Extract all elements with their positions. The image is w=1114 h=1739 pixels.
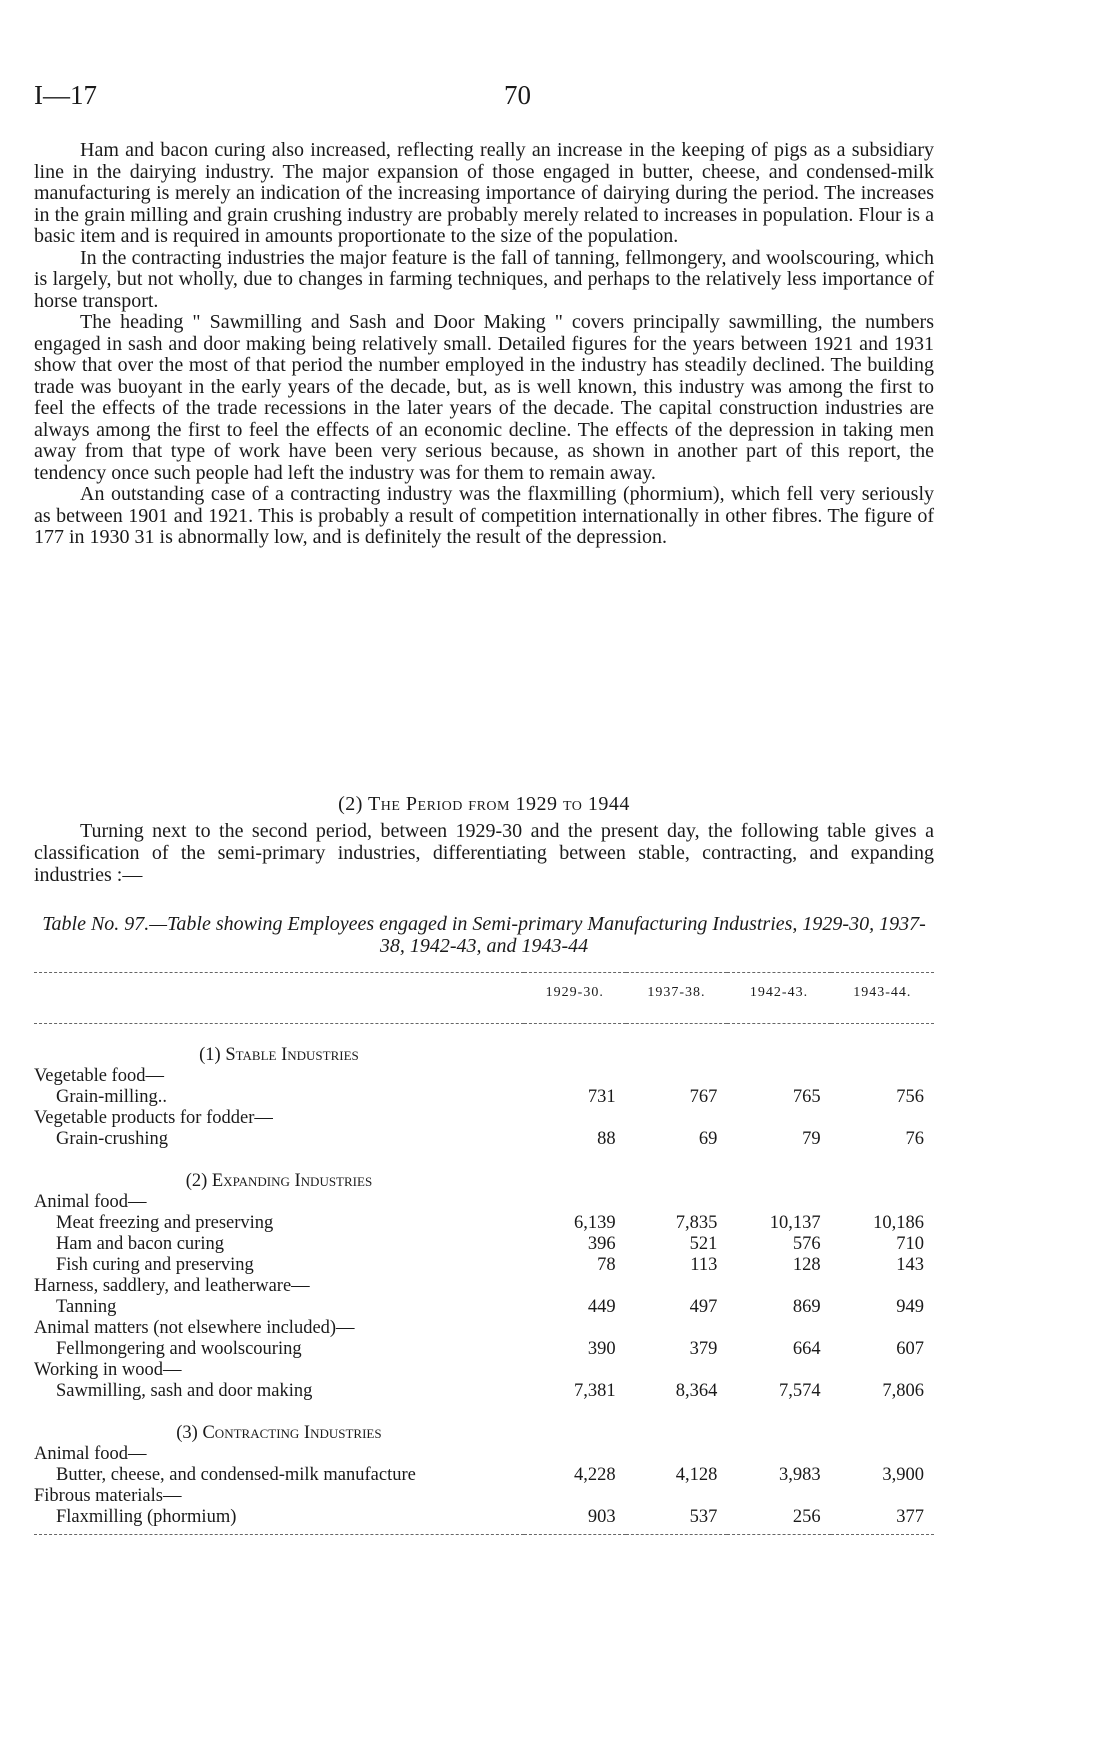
cell-value: 10,186: [873, 1213, 924, 1233]
table-row: [34, 1507, 934, 1535]
table-row: [34, 1255, 934, 1276]
group-row: [34, 1444, 934, 1465]
section-title-row: [34, 1402, 934, 1444]
cell-value: 7,835: [675, 1213, 718, 1233]
table-row: [34, 1213, 934, 1234]
paragraph: Ham and bacon curing also increased, reflecting really an increase in the keeping of pigs as a subsidiary line in the dairying industry. The major expansion of those engaged in butter, cheese, and condensed-milk manufacturing is merely an indication of the increasing importance of dairying during the period. The increases in the grain milling and grain crushing industry are probably merely related to increases in population. Flour is a basic item and is required in amounts proportionate to the size of the population.: [34, 139, 934, 247]
table-row: [34, 1465, 934, 1486]
body-text: [34, 140, 934, 549]
group-label: Animal matters (not elsewhere included)—: [34, 1318, 355, 1338]
cell-value: 256: [727, 1507, 830, 1535]
group-row: [34, 1108, 934, 1129]
column-header: 1929-30.: [524, 973, 626, 1024]
group-row: [34, 1192, 934, 1213]
row-label: Flaxmilling (phormium): [34, 1507, 524, 1535]
cell-value: 7,381: [573, 1381, 616, 1401]
cell-value: 8,364: [675, 1381, 718, 1401]
row-label: Sawmilling, sash and door making: [56, 1381, 313, 1401]
row-label: Butter, cheese, and condensed-milk manufacture: [56, 1465, 416, 1485]
cell-value: 76: [905, 1129, 924, 1149]
group-row: [34, 1276, 934, 1297]
cell-value: 143: [896, 1255, 924, 1275]
intro-text: [34, 820, 934, 886]
group-label: Animal food—: [34, 1444, 147, 1464]
cell-value: 128: [792, 1255, 821, 1275]
page-header: [34, 80, 1034, 120]
cell-value: 10,137: [769, 1213, 821, 1233]
table-row: [34, 1381, 934, 1402]
section-heading: (2) The Period from 1929 to 1944: [338, 793, 630, 815]
column-header-label: [34, 973, 524, 1024]
group-label: Fibrous materials—: [34, 1486, 182, 1506]
cell-value: 576: [792, 1234, 821, 1254]
document-reference: I—17: [34, 80, 97, 110]
cell-value: 521: [689, 1234, 718, 1254]
cell-value: 765: [792, 1087, 821, 1107]
row-label: Tanning: [56, 1297, 117, 1317]
section-title: (1) Stable Industries: [199, 1045, 359, 1065]
cell-value: 6,139: [573, 1213, 616, 1233]
cell-value: 4,128: [675, 1465, 718, 1485]
cell-value: 88: [597, 1129, 616, 1149]
group-row: [34, 1318, 934, 1339]
employees-table: [34, 972, 934, 1535]
table-caption: Table No. 97.—Table showing Employees engaged in Semi-primary Manufacturing Industries, 1929-30, 1937-38, 1942-43, and 1943-44: [42, 913, 926, 957]
cell-value: 7,806: [882, 1381, 924, 1401]
column-header: 1942-43.: [727, 973, 830, 1024]
row-label: Grain-milling..: [56, 1087, 167, 1107]
group-label: Vegetable products for fodder—: [34, 1108, 273, 1128]
cell-value: 756: [896, 1087, 924, 1107]
group-label: Vegetable food—: [34, 1066, 164, 1086]
row-label: Fellmongering and woolscouring: [56, 1339, 302, 1359]
group-label: Harness, saddlery, and leatherware—: [34, 1276, 310, 1296]
row-label: Fish curing and preserving: [56, 1255, 254, 1275]
paragraph: Turning next to the second period, between 1929-30 and the present day, the following table gives a classification of the semi-primary industries, differentiating between stable, contracting, and expanding industries :—: [34, 820, 934, 886]
group-row: [34, 1486, 934, 1507]
group-row: [34, 1360, 934, 1381]
table-row: [34, 1339, 934, 1360]
table-row: [34, 1087, 934, 1108]
section-title-row: [34, 1150, 934, 1192]
group-label: Working in wood—: [34, 1360, 182, 1380]
cell-value: 731: [587, 1087, 616, 1107]
cell-value: 79: [802, 1129, 821, 1149]
cell-value: 379: [689, 1339, 718, 1359]
cell-value: 664: [792, 1339, 821, 1359]
section-title-row: [34, 1024, 934, 1067]
cell-value: 7,574: [779, 1381, 821, 1401]
group-row: [34, 1066, 934, 1087]
paragraph: The heading " Sawmilling and Sash and Door Making " covers principally sawmilling, the numbers engaged in sash and door making being relatively small. Detailed figures for the years between 1921 and 1931 show that over the most of that period the number employed in the industry has steadily declined. The building trade was buoyant in the early years of the decade, but, as is well known, this industry was among the first to feel the effects of the trade recessions in the later years of the decade. The capital construction industries are always among the first to feel the effects of an economic decline. The effects of the depression in taking men away from that type of work have been very serious because, as shown in another part of this report, the tendency once such people had left the industry was for them to remain away.: [34, 311, 934, 484]
table-row: [34, 1129, 934, 1150]
cell-value: 69: [698, 1129, 718, 1149]
cell-value: 767: [689, 1087, 718, 1107]
cell-value: 949: [896, 1297, 924, 1317]
paragraph: In the contracting industries the major feature is the fall of tanning, fellmongery, and woolscouring, which is largely, but not wholly, due to changes in farming techniques, and perhaps to the relatively less importance of horse transport.: [34, 246, 934, 312]
row-label: Ham and bacon curing: [56, 1234, 224, 1254]
section-title: (3) Contracting Industries: [176, 1423, 382, 1443]
column-header: 1937-38.: [626, 973, 728, 1024]
cell-value: 3,983: [779, 1465, 821, 1485]
cell-value: 903: [524, 1507, 626, 1535]
cell-value: 3,900: [882, 1465, 924, 1485]
cell-value: 497: [689, 1297, 718, 1317]
table-row: [34, 1234, 934, 1255]
table-header-row: [34, 973, 934, 1024]
cell-value: 537: [626, 1507, 728, 1535]
table-row: [34, 1297, 934, 1318]
row-label: Grain-crushing: [56, 1129, 168, 1149]
cell-value: 78: [597, 1255, 616, 1275]
cell-value: 113: [690, 1255, 718, 1275]
cell-value: 396: [587, 1234, 616, 1254]
paragraph: An outstanding case of a contracting industry was the flaxmilling (phormium), which fell very seriously as between 1901 and 1921. This is probably a result of competition internationally in other fibres. The figure of 177 in 1930 31 is abnormally low, and is definitely the result of the depression.: [34, 483, 934, 548]
column-header: 1943-44.: [831, 973, 934, 1024]
cell-value: 390: [587, 1339, 616, 1359]
cell-value: 607: [896, 1339, 924, 1359]
group-label: Animal food—: [34, 1192, 147, 1212]
cell-value: 377: [831, 1507, 934, 1535]
row-label: Meat freezing and preserving: [56, 1213, 274, 1233]
cell-value: 710: [896, 1234, 924, 1254]
page-number: 70: [504, 80, 531, 110]
section-title: (2) Expanding Industries: [185, 1171, 373, 1191]
cell-value: 869: [792, 1297, 821, 1317]
cell-value: 4,228: [573, 1465, 616, 1485]
cell-value: 449: [587, 1297, 616, 1317]
